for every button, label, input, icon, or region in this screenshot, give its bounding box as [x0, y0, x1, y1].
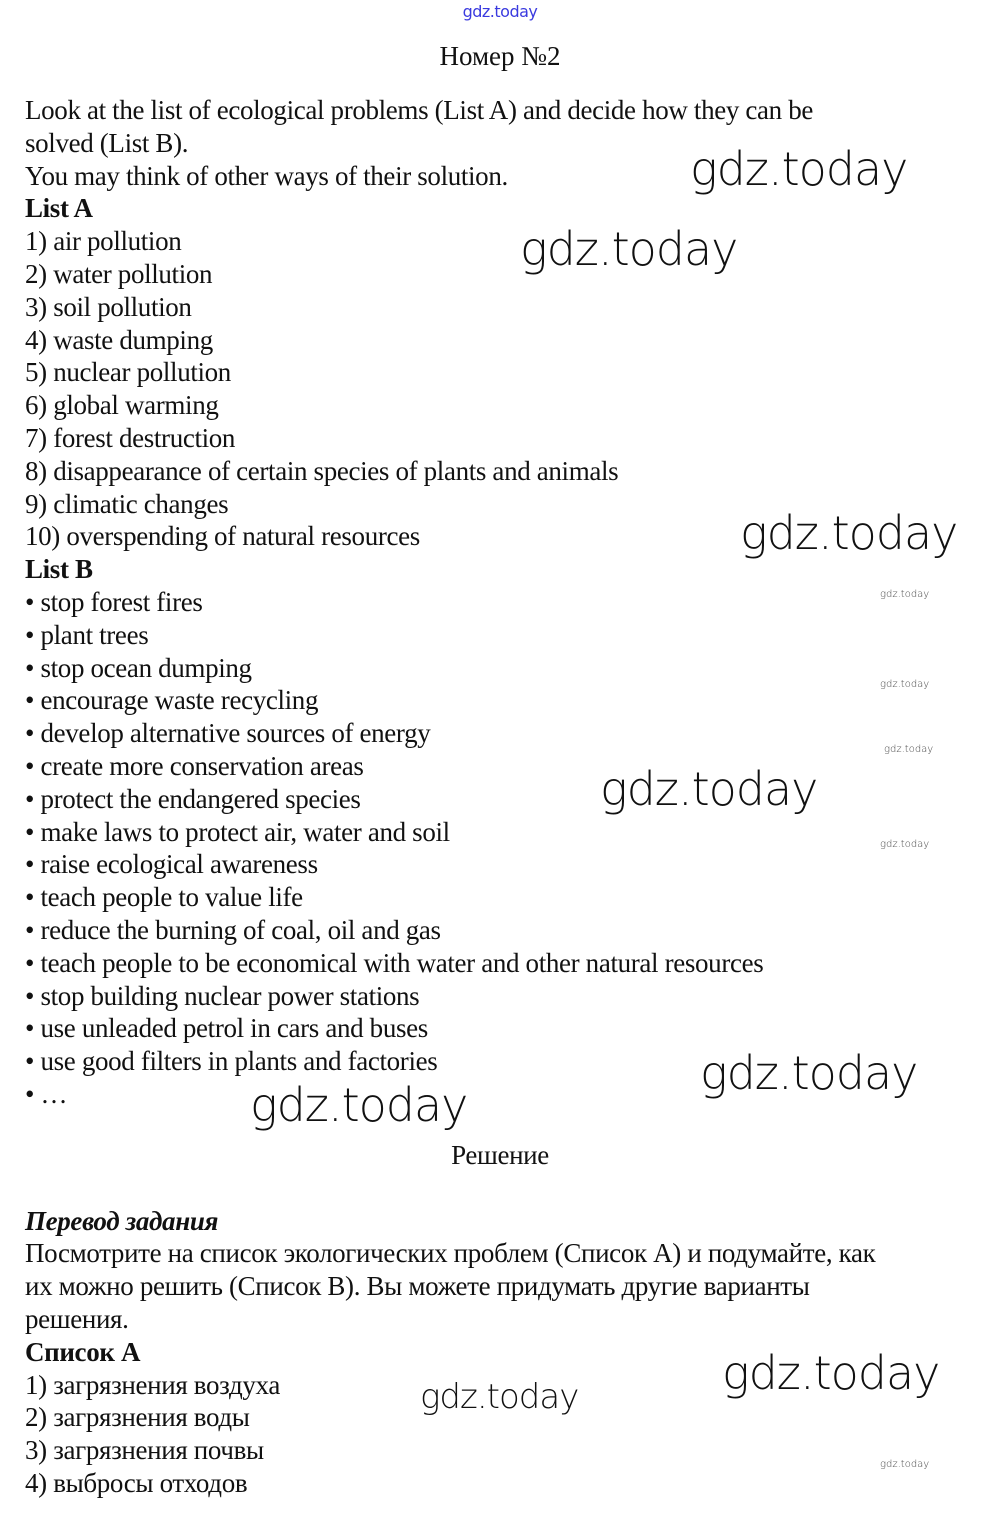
ru-list-a-item: 4) выбросы отходов: [25, 1467, 248, 1498]
intro-line: solved (List B).: [25, 127, 189, 158]
list-a-heading: List A: [25, 193, 93, 224]
ru-list-a-item: 3) загрязнения почвы: [25, 1435, 264, 1466]
translation-heading: Перевод задания: [25, 1205, 219, 1236]
watermark: gdz.today: [250, 1078, 468, 1132]
watermark: gdz.today: [740, 506, 958, 560]
list-a-item: 8) disappearance of certain species of plants and animals: [25, 455, 619, 486]
watermark: gdz.today: [700, 1046, 918, 1100]
list-b-item: • raise ecological awareness: [25, 849, 318, 880]
page-title: Номер №2: [439, 41, 561, 71]
ru-list-a-item: 2) загрязнения воды: [25, 1402, 250, 1433]
list-b-item: • reduce the burning of coal, oil and gas: [25, 914, 441, 945]
list-b-item: • teach people to be economical with water and other natural resources: [25, 947, 764, 978]
list-a-item: 6) global warming: [25, 390, 219, 421]
list-a-item: 5) nuclear pollution: [25, 357, 231, 388]
watermark: gdz.today: [420, 1377, 579, 1417]
list-a-item: 2) water pollution: [25, 258, 213, 289]
list-a-item: 3) soil pollution: [25, 291, 192, 322]
translation-line: решения.: [25, 1303, 129, 1334]
watermark: gdz.today: [690, 142, 908, 196]
watermark-small: gdz.today: [880, 679, 930, 690]
watermark-small: gdz.today: [880, 1459, 930, 1470]
list-b-item: • stop building nuclear power stations: [25, 980, 420, 1011]
watermark-small: gdz.today: [880, 839, 930, 850]
solution-block: [25, 1139, 985, 1500]
ru-list-a-item: 1) загрязнения воздуха: [25, 1369, 280, 1400]
list-b-item: • use unleaded petrol in cars and buses: [25, 1013, 428, 1044]
list-b-heading: List B: [25, 554, 93, 585]
list-b-item: • …: [25, 1078, 68, 1109]
intro-line: Look at the list of ecological problems (List A) and decide how they can be: [25, 95, 814, 125]
watermark-small: gdz.today: [884, 744, 934, 755]
list-b-item: • make laws to protect air, water and soil: [25, 816, 450, 847]
list-b-item: • encourage waste recycling: [25, 685, 319, 716]
translation-line: их можно решить (Список В). Вы можете придумать другие варианты: [25, 1271, 810, 1302]
list-b-item: • teach people to value life: [25, 882, 303, 913]
translation-line: Посмотрите на список экологических проблем (Список А) и подумайте, как: [25, 1238, 876, 1269]
list-b-item: • plant trees: [25, 619, 149, 650]
watermark: gdz.today: [722, 1346, 940, 1400]
task-block: [25, 94, 985, 1111]
list-a-item: 4) waste dumping: [25, 324, 213, 355]
watermark: gdz.today: [520, 222, 738, 276]
solution-heading: Решение: [451, 1140, 549, 1170]
list-a-item: 9) climatic changes: [25, 488, 229, 519]
list-b-item: • use good filters in plants and factories: [25, 1046, 438, 1077]
ru-list-a-heading: Список А: [25, 1336, 141, 1367]
list-a-item: 7) forest destruction: [25, 422, 236, 453]
list-b-item: • stop forest fires: [25, 586, 203, 617]
watermark: gdz.today: [600, 762, 818, 816]
list-b-item: • develop alternative sources of energy: [25, 718, 431, 749]
watermark-small: gdz.today: [880, 589, 930, 600]
watermark-top: gdz.today: [462, 2, 538, 21]
list-a-item: 1) air pollution: [25, 226, 182, 257]
list-b-item: • stop ocean dumping: [25, 652, 252, 683]
intro-line: You may think of other ways of their solution.: [25, 160, 508, 191]
spacer: [25, 1172, 985, 1205]
list-b-item: • protect the endangered species: [25, 783, 361, 814]
list-a-item: 10) overspending of natural resources: [25, 521, 420, 552]
list-b-item: • create more conservation areas: [25, 750, 364, 781]
